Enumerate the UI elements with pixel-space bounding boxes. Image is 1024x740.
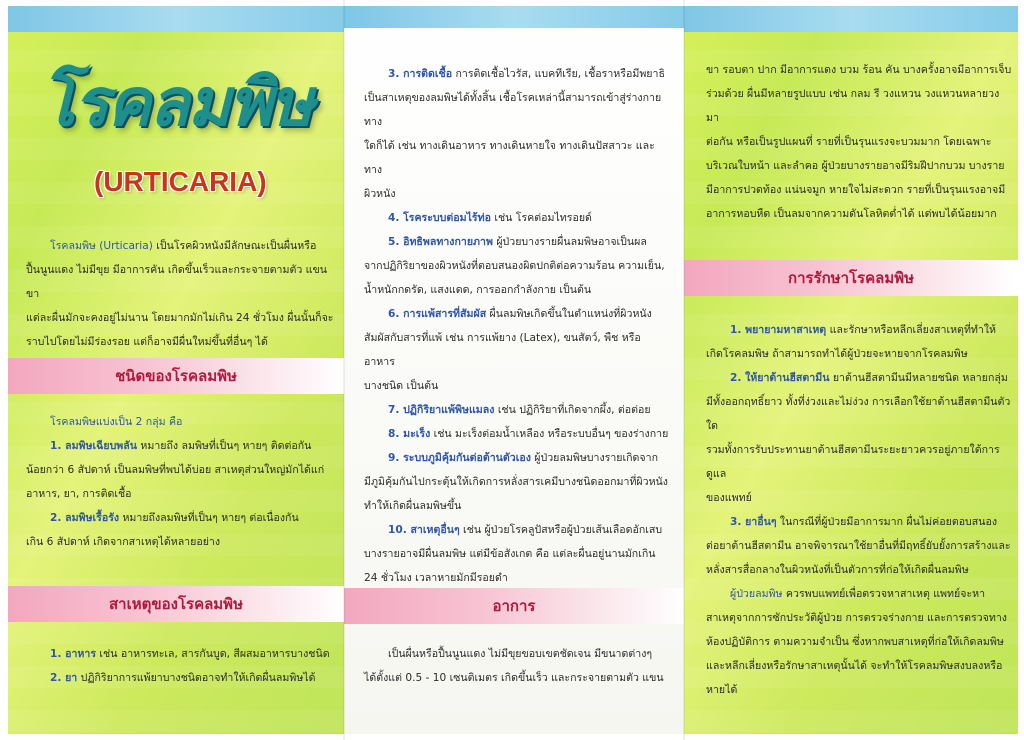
cause-6-line-1: ผื่นลมพิษเกิดขึ้นในตำแหน่งที่ผิวหนัง bbox=[489, 308, 652, 320]
cause-10-label: 10. สาเหตุอื่นๆ bbox=[388, 524, 460, 536]
cause-7-text: เช่น ปฏิกิริยาที่เกิดจากผึ้ง, ต่อต่อย bbox=[497, 404, 651, 416]
symptoms-line-2: ได้ตั้งแต่ 0.5 - 10 เซนติเมตร เกิดขึ้นเร็ว และกระจายตามตัว แขน bbox=[364, 672, 664, 684]
top-blue-bar bbox=[8, 6, 344, 32]
cause-5-line-3: น้ำหนักกดรัด, แสงแดด, การออกกำลังกาย เป็นต้น bbox=[364, 284, 592, 296]
symptoms-cont-line-5: มีอาการปวดท้อง แน่นจมูก หายใจไม่สะดวก รายที่เป็นรุนแรงอาจมี bbox=[706, 184, 1006, 196]
cause-4-label: 4. โรคระบบต่อมไร้ท่อ bbox=[388, 212, 491, 224]
left-panel bbox=[8, 6, 344, 734]
cause-2-text: ปฏิกิริยาการแพ้ยาบางชนิดอาจทำให้เกิดผื่นลมพิษได้ bbox=[80, 672, 316, 684]
symptoms-line-1: เป็นผื่นหรือปื้นนูนแดง ไม่มีขุยขอบเขตชัดเจน มีขนาดต่างๆ bbox=[388, 648, 653, 660]
fold-line-right bbox=[683, 0, 685, 740]
symptoms-continued bbox=[706, 58, 1012, 226]
advice-line-3: ห้องปฏิบัติการ ตามความจำเป็น ซึ่งหากพบสาเหตุที่ก่อให้เกิดลมพิษ bbox=[706, 636, 1004, 648]
treatment-2-line-3: รวมทั้งการรับประทานยาต้านฮีสตามีนระยะยาวควรอยู่ภายใต้การดูแล bbox=[706, 444, 1000, 480]
cause-5-line-2: จากปฏิกิริยาของผิวหนังที่ตอบสนองผิดปกติต่อความร้อน ความเย็น, bbox=[364, 260, 665, 272]
cause-3-line-2: เป็นสาเหตุของลมพิษได้ทั้งสิ้น เชื้อโรคเหล่านี้สามารถเข้าสู่ร่างกายทาง bbox=[364, 92, 662, 128]
brochure-title-english: (URTICARIA) bbox=[94, 166, 267, 197]
treatment-2-line-1: ยาต้านฮีสตามีนมีหลายชนิด หลายกลุ่ม bbox=[832, 372, 1008, 384]
section-heading-symptoms: อาการ bbox=[344, 588, 684, 624]
top-blue-bar bbox=[684, 6, 1018, 32]
intro-line-3: แต่ละผื่นมักจะคงอยู่ไม่นาน โดยมากมักไม่เกิน 24 ชั่วโมง ผื่นนั้นก็จะ bbox=[26, 312, 334, 324]
cause-8-text: เช่น มะเร็งต่อมน้ำเหลือง หรือระบบอื่นๆ ของร่างกาย bbox=[433, 428, 669, 440]
treatment-3-line-3: หลั่งสารสื่อกลางในผิวหนังที่เป็นตัวการที่ก่อให้เกิดผื่นลมพิษ bbox=[706, 564, 969, 576]
cause-10-line-3: 24 ชั่วโมง เวลาหายมักมีรอยดำ bbox=[364, 572, 508, 584]
cause-2-label: 2. ยา bbox=[50, 672, 78, 684]
type-2-line-2: เกิน 6 สัปดาห์ เกิดจากสาเหตุได้หลายอย่าง bbox=[26, 536, 221, 548]
treatment-3-label: 3. ยาอื่นๆ bbox=[730, 516, 777, 528]
cause-10-line-2: บางรายอาจมีผื่นลมพิษ แต่มีข้อสังเกต คือ แต่ละผื่นอยู่นานมักเกิน bbox=[364, 548, 656, 560]
cause-5-label: 5. อิทธิพลทางกายภาพ bbox=[388, 236, 493, 248]
cause-9-label: 9. ระบบภูมิคุ้มกันต่อต้านตัวเอง bbox=[388, 452, 531, 464]
type-2-label: 2. ลมพิษเรื้อรัง bbox=[50, 512, 120, 524]
cause-8-label: 8. มะเร็ง bbox=[388, 428, 431, 440]
advice-line-1: ควรพบแพทย์เพื่อตรวจหาสาเหตุ แพทย์จะหา bbox=[785, 588, 986, 600]
cause-3-line-1: การติดเชื้อไวรัส, แบคทีเรีย, เชื้อราหรือมีพยาธิ bbox=[455, 68, 665, 80]
intro-paragraph bbox=[26, 234, 340, 354]
brochure-title-thai: โรคลมพิษ bbox=[40, 63, 313, 141]
advice-line-2: สาเหตุจากการซักประวัติผู้ป่วย การตรวจร่างกาย และการตรวจทาง bbox=[706, 612, 1007, 624]
type-2-line-1: หมายถึงลมพิษที่เป็นๆ หายๆ ต่อเนื่องกัน bbox=[122, 512, 299, 524]
section-heading-causes: สาเหตุของโรคลมพิษ bbox=[8, 586, 344, 622]
symptoms-cont-line-6: อาการหอบหืด เป็นลมจากความดันโลหิตต่ำได้ แต่พบได้น้อยมาก bbox=[706, 208, 997, 220]
cause-4-text: เช่น โรคต่อมไทรอยด์ bbox=[494, 212, 592, 224]
treatment-1-label: 1. พยายามหาสาเหตุ bbox=[730, 324, 827, 336]
treatment-1-line-2: เกิดโรคลมพิษ ถ้าสามารถทำได้ผู้ป่วยจะหายจากโรคลมพิษ bbox=[706, 348, 968, 360]
cause-3-line-4: ผิวหนัง bbox=[364, 188, 396, 200]
right-panel bbox=[684, 6, 1018, 734]
intro-line-2: ปื้นนูนแดง ไม่มีขุย มีอาการคัน เกิดขึ้นเร็วและกระจายตามตัว แขน ขา bbox=[26, 264, 327, 300]
type-1-line-3: อาหาร, ยา, การติดเชื้อ bbox=[26, 488, 132, 500]
treatment-2-label: 2. ให้ยาต้านฮีสตามีน bbox=[730, 372, 830, 384]
intro-label: โรคลมพิษ (Urticaria) bbox=[50, 240, 153, 252]
intro-line-4: ราบไปโดยไม่มีร่องรอย แต่ก็อาจมีผื่นใหม่ขึ้นที่อื่นๆ ได้ bbox=[26, 336, 268, 348]
cause-6-label: 6. การแพ้สารที่สัมผัส bbox=[388, 308, 487, 320]
symptoms-cont-line-2: ร่วมด้วย ผื่นมีหลายรูปแบบ เช่น กลม รี วงแหวน วงแหวนหลายวงมา bbox=[706, 88, 1000, 124]
section-heading-treatment: การรักษาโรคลมพิษ bbox=[684, 260, 1018, 296]
symptoms-cont-line-4: บริเวณใบหน้า และลำคอ ผู้ป่วยบางรายอาจมีริมฝีปากบวม บางราย bbox=[706, 160, 1005, 172]
cause-3-line-3: ใดก็ได้ เช่น ทางเดินอาหาร ทางเดินหายใจ ทางเดินปัสสาวะ และทาง bbox=[364, 140, 655, 176]
causes-list-continued bbox=[364, 62, 670, 590]
cause-9-line-2: มีภูมิคุ้มกันไปกระตุ้นให้เกิดการหลั่งสารเคมีบางชนิดออกมาที่ผิวหนัง bbox=[364, 476, 668, 488]
cause-9-line-3: ทำให้เกิดผื่นลมพิษขึ้น bbox=[364, 500, 462, 512]
cause-5-line-1: ผู้ป่วยบางรายผื่นลมพิษอาจเป็นผล bbox=[496, 236, 647, 248]
cause-6-line-3: บางชนิด เป็นต้น bbox=[364, 380, 439, 392]
treatment-3-line-2: ต่อยาต้านฮีสตามีน อาจพิจารณาใช้ยาอื่นที่มีฤทธิ์ยับยั้งการสร้างและ bbox=[706, 540, 1011, 552]
treatment-2-line-4: ของแพทย์ bbox=[706, 492, 752, 504]
treatment-3-line-1: ในกรณีที่ผู้ป่วยมีอาการมาก ผื่นไม่ค่อยตอบสนอง bbox=[779, 516, 998, 528]
symptoms-paragraph bbox=[364, 642, 670, 690]
intro-line-1: เป็นโรคผิวหนังมีลักษณะเป็นผื่นหรือ bbox=[156, 240, 317, 252]
middle-panel bbox=[344, 6, 684, 734]
treatment-2-line-2: มีทั้งออกฤทธิ์ยาว ทั้งที่ง่วงและไม่ง่วง การเลือกใช้ยาต้านฮีสตามีนตัวใด bbox=[706, 396, 1011, 432]
type-1-line-2: น้อยกว่า 6 สัปดาห์ เป็นลมพิษที่พบได้บ่อย สาเหตุส่วนใหญ่มักได้แก่ bbox=[26, 464, 325, 476]
cause-1-text: เช่น อาหารทะเล, สารกันบูด, สีผสมอาหารบางชนิด bbox=[99, 648, 330, 660]
type-1-line-1: หมายถึง ลมพิษที่เป็นๆ หายๆ ติดต่อกัน bbox=[140, 440, 312, 452]
treatment-1-line-1: และรักษาหรือหลีกเลี่ยงสาเหตุที่ทำให้ bbox=[829, 324, 997, 336]
treatment-section bbox=[706, 318, 1012, 702]
causes-list-start bbox=[26, 642, 340, 690]
cause-7-label: 7. ปฏิกิริยาแพ้พิษแมลง bbox=[388, 404, 495, 416]
cause-10-line-1: เช่น ผู้ป่วยโรคลูปัสหรือผู้ป่วยเส้นเลือดอักเสบ bbox=[463, 524, 663, 536]
section-heading-types: ชนิดของโรคลมพิษ bbox=[8, 358, 344, 394]
cause-3-label: 3. การติดเชื้อ bbox=[388, 68, 453, 80]
cause-9-line-1: ผู้ป่วยลมพิษบางรายเกิดจาก bbox=[534, 452, 658, 464]
type-1-label: 1. ลมพิษเฉียบพลัน bbox=[50, 440, 138, 452]
fold-line-left bbox=[343, 0, 345, 740]
top-blue-bar bbox=[344, 6, 684, 28]
types-intro: โรคลมพิษแบ่งเป็น 2 กลุ่ม คือ bbox=[50, 416, 183, 428]
symptoms-cont-line-1: ขา รอบตา ปาก มีอาการแดง บวม ร้อน คัน บางครั้งอาจมีอาการเจ็บ bbox=[706, 64, 1012, 76]
advice-line-4: และหลีกเลี่ยงหรือรักษาสาเหตุนั้นได้ จะทำให้โรคลมพิษสงบลงหรือ bbox=[706, 660, 1003, 672]
advice-line-5: หายได้ bbox=[706, 684, 738, 696]
cause-6-line-2: สัมผัสกับสารที่แพ้ เช่น การแพ้ยาง (Latex), ขนสัตว์, พืช หรืออาหาร bbox=[364, 332, 641, 368]
advice-label: ผู้ป่วยลมพิษ bbox=[730, 588, 783, 600]
types-section bbox=[26, 410, 340, 554]
cause-1-label: 1. อาหาร bbox=[50, 648, 97, 660]
symptoms-cont-line-3: ต่อกัน หรือเป็นรูปแผนที่ รายที่เป็นรุนแรงจะบวมมาก โดยเฉพาะ bbox=[706, 136, 992, 148]
